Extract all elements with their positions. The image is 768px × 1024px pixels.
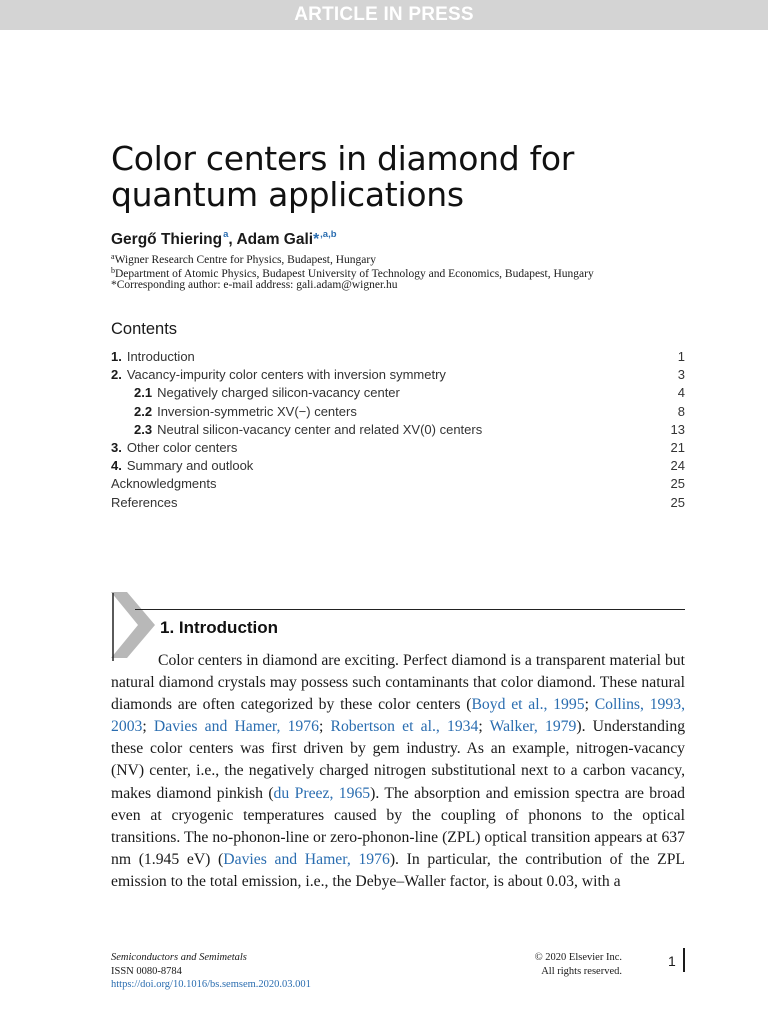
toc-item-summary[interactable] [111, 457, 685, 475]
corresponding-author-mark[interactable]: * [313, 231, 320, 248]
toc-item-number: 4. [111, 458, 122, 474]
toc-item-page: 25 [670, 476, 685, 492]
toc-item-inversion-symmetric[interactable] [111, 403, 685, 421]
toc-item-vacancy-impurity[interactable] [111, 366, 685, 384]
title-line-2: quantum applications [111, 175, 464, 214]
introduction-paragraph [111, 650, 685, 893]
contents-heading: Contents [111, 320, 178, 338]
toc-item-label: Summary and outlook [126, 458, 254, 474]
toc-item-label: Other color centers [126, 439, 238, 455]
article-title [111, 141, 711, 213]
toc-item-references[interactable] [111, 494, 685, 512]
title-line-1: Color centers in diamond for [111, 139, 575, 178]
table-of-contents [111, 348, 685, 512]
author-1-name: Gergő Thiering [111, 231, 223, 248]
toc-item-number: 2.2 [134, 403, 153, 419]
citation-separator: ; [584, 696, 595, 714]
affiliation-a-text: Wigner Research Centre for Physics, Budapest, Hungary [114, 254, 376, 266]
citation-separator: ; [478, 718, 490, 736]
citation-separator: ; [142, 718, 154, 736]
author-2-name: Adam Gali [236, 231, 314, 248]
article-in-press-banner: ARTICLE IN PRESS [0, 0, 768, 30]
author-2-affiliation-marks[interactable]: ,a,b [320, 229, 337, 240]
toc-item-neutral-silicon-vacancy[interactable] [111, 421, 685, 439]
body-text-4: ). In particular, the contribution of the ZPL emission to the total emission, i.e., the Debye–Waller factor, is about 0.03, with a [111, 850, 686, 890]
toc-item-introduction[interactable] [111, 348, 685, 366]
rights-line: All rights reserved. [541, 965, 622, 977]
page-number-rule [683, 948, 685, 972]
toc-item-label: Introduction [126, 349, 195, 364]
footer-publication-info [111, 951, 311, 992]
page-number: 1 [668, 953, 676, 969]
toc-item-number: 2. [111, 367, 122, 383]
toc-item-label: Neutral silicon-vacancy center and related XV(0) centers [157, 421, 483, 437]
toc-item-label: Negatively charged silicon-vacancy center [157, 385, 400, 401]
author-list: Gergő Thiering$^a$, Adam Gali*$^{,a,b}$ [111, 229, 337, 248]
section-rule [135, 609, 685, 610]
toc-item-other-color-centers[interactable] [111, 439, 685, 457]
toc-item-page: 13 [670, 421, 685, 437]
toc-item-page: 21 [670, 439, 685, 455]
citation-link[interactable]: Davies and Hamer, 1976 [223, 850, 390, 868]
issn: ISSN 0080-8784 [111, 965, 182, 977]
toc-item-number: 1. [111, 349, 122, 364]
toc-item-label: Vacancy-impurity color centers with inversion symmetry [126, 367, 446, 383]
corresponding-author-note: *Corresponding author: e-mail address: gali.adam@wigner.hu [111, 279, 398, 291]
citation-link[interactable]: Walker, 1979 [489, 718, 577, 736]
section-heading-introduction: 1. Introduction [160, 618, 279, 637]
toc-item-page: 4 [677, 385, 685, 401]
citation-link[interactable]: du Preez, 1965 [273, 784, 371, 802]
journal-name: Semiconductors and Semimetals [111, 952, 247, 963]
affiliation-a-mark: a [111, 252, 115, 261]
copyright-line: © 2020 Elsevier Inc. [534, 952, 622, 963]
citation-link[interactable]: Robertson et al., 1934 [330, 718, 479, 736]
affiliation-b-mark: b [111, 266, 115, 275]
toc-item-acknowledgments[interactable] [111, 475, 685, 493]
toc-item-number: 2.3 [134, 421, 153, 437]
citation-separator: ; [318, 718, 331, 736]
author-1-affiliation-mark[interactable]: a [223, 229, 229, 240]
toc-item-number: 2.1 [134, 385, 153, 401]
toc-item-page: 8 [677, 403, 685, 419]
toc-item-label: Inversion-symmetric XV(−) centers [157, 403, 357, 419]
toc-item-silicon-vacancy[interactable] [111, 384, 685, 402]
citation-link[interactable]: Collins, 1993, 2003 [111, 696, 685, 736]
body-text-2: ). Understanding these color centers was first driven by gem industry. As an example, nitrogen-vacancy (NV) center, i.e., the negatively charged nitrogen substitutional next to a carbon vacancy, makes diamond pinkish ( [111, 718, 686, 802]
body-text-1: Color centers in diamond are exciting. Perfect diamond is a transparent material but natural diamond crystals may possess such contaminants that color diamond. These natural diamonds are often categorized by these color centers ( [111, 652, 685, 714]
body-text-3: ). The absorption and emission spectra are broad even at cryogenic temperatures caused by the coupling of phonons to the optical transitions. The no-phonon-line or zero-phonon-line (ZPL) optical transition appears at 637 nm (1.945 eV) ( [111, 784, 685, 868]
toc-item-label: References [111, 494, 178, 510]
footer-copyright [502, 951, 622, 978]
toc-item-page: 25 [670, 494, 685, 510]
toc-item-number: 3. [111, 439, 122, 455]
doi-link[interactable]: https://doi.org/10.1016/bs.semsem.2020.03.001 [111, 979, 311, 990]
toc-item-page: 24 [670, 458, 685, 474]
toc-item-page: 1 [677, 349, 685, 364]
toc-item-page: 3 [677, 367, 685, 383]
toc-item-label: Acknowledgments [111, 476, 217, 492]
citation-link[interactable]: Boyd et al., 1995 [471, 696, 585, 714]
affiliation-b-text: Department of Atomic Physics, Budapest University of Technology and Economics, Budapest, Hungary [115, 268, 594, 280]
citation-link[interactable]: Davies and Hamer, 1976 [153, 718, 319, 736]
